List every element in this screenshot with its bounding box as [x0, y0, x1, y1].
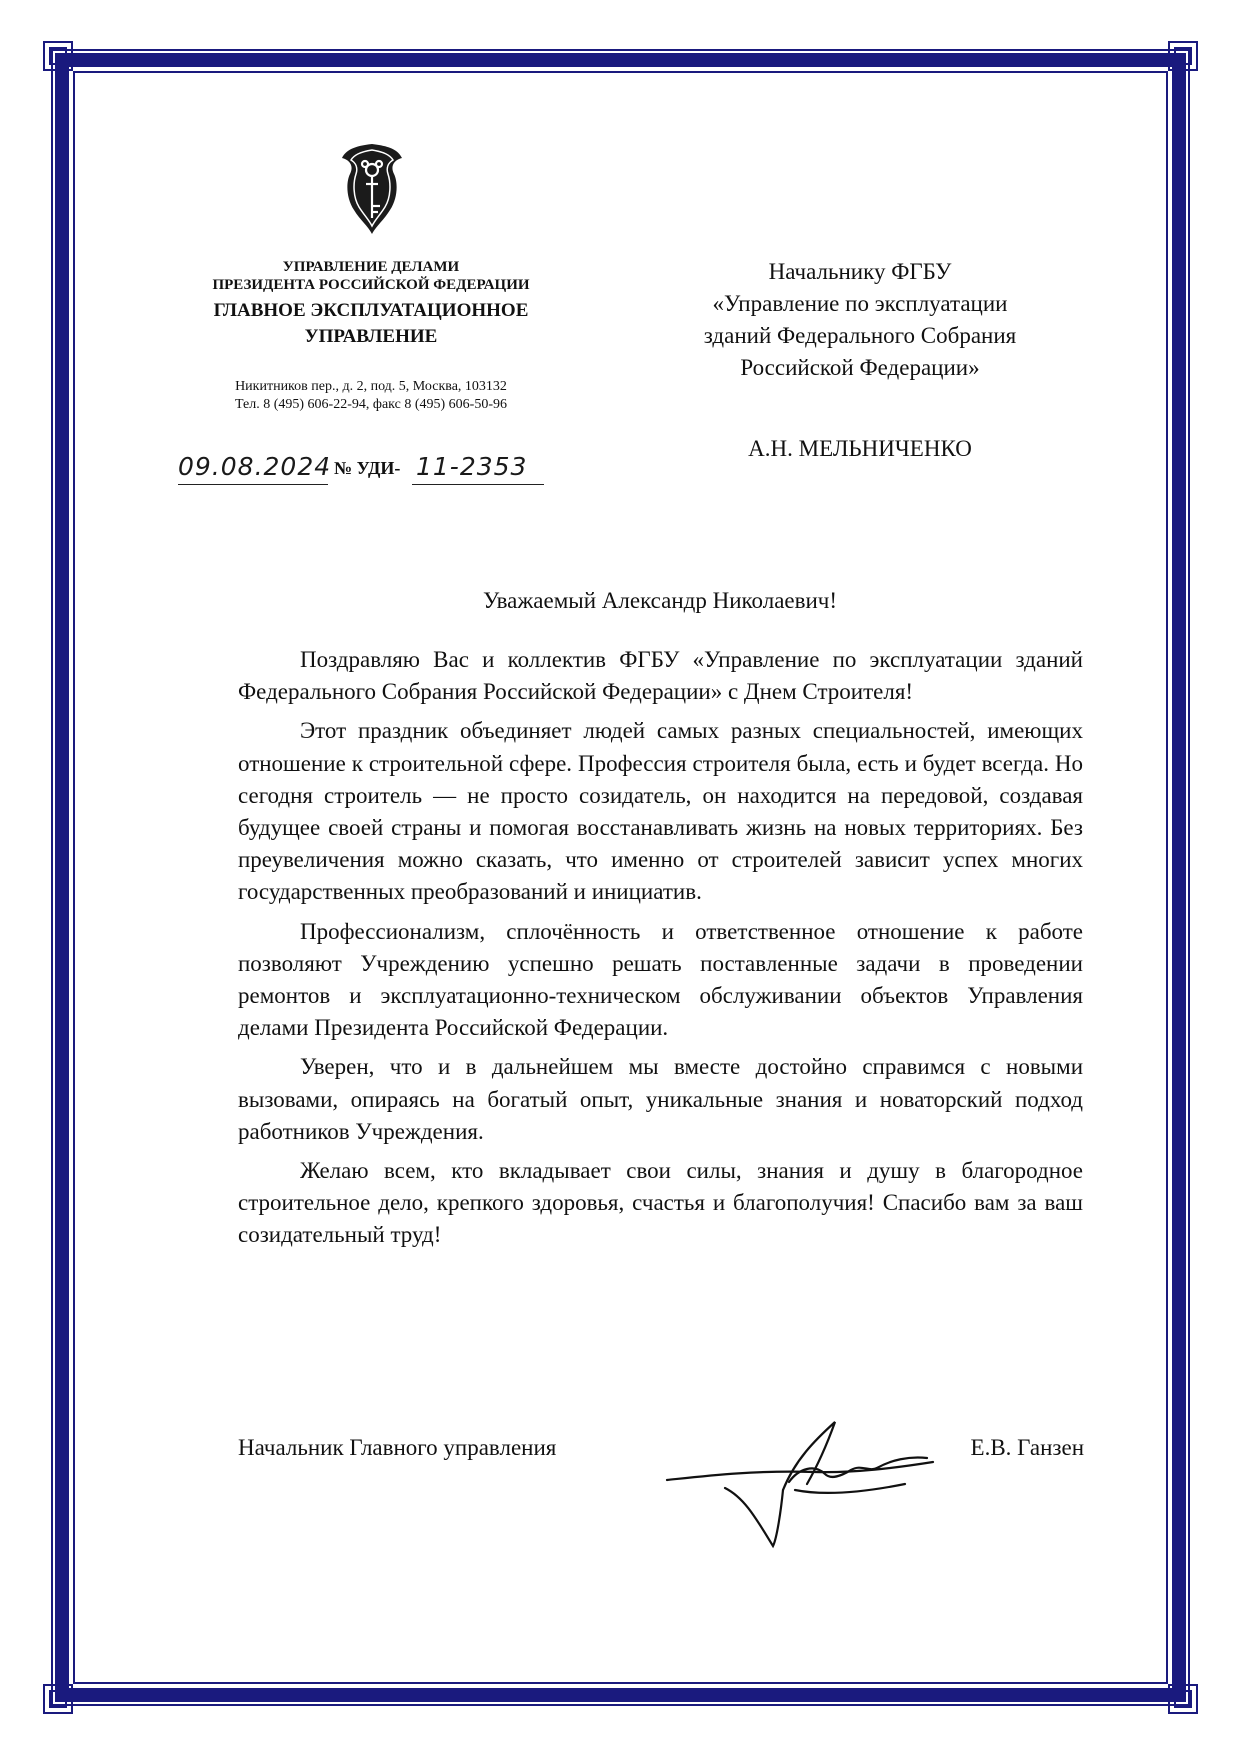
recipient-block	[640, 256, 1080, 384]
key-shield-emblem-icon	[320, 140, 424, 245]
sender-letterhead	[148, 258, 594, 414]
number-underline	[412, 484, 544, 485]
paragraph: Уверен, что и в дальнейшем мы вместе достойно справимся с новыми вызовами, опираясь на богатый опыт, уникальные знания и новаторский подход работников Учреждения.	[238, 1054, 1083, 1144]
department-name-line-1: ГЛАВНОЕ ЭКСПЛУАТАЦИОННОЕ	[213, 300, 529, 321]
recipient-name: А.Н. МЕЛЬНИЧЕНКО	[748, 436, 972, 461]
signatory-position: Начальник Главного управления	[238, 1435, 557, 1460]
paragraph: Желаю всем, кто вкладывает свои силы, знания и душу в благородное строительное дело, крепкого здоровья, счастья и благополучия! Спасибо вам за ваш созидательный труд!	[238, 1158, 1083, 1248]
recipient-line-3: зданий Федерального Собрания	[703, 323, 1017, 348]
handwritten-signature	[665, 1410, 945, 1565]
paragraph: Поздравляю Вас и коллектив ФГБУ «Управление по эксплуатации зданий Федерального Собрания Российской Федерации» с Днем Строителя!	[238, 647, 1083, 705]
recipient-line-2: «Управление по эксплуатации	[712, 291, 1008, 316]
sender-phone: Тел. 8 (495) 606-22-94, факс 8 (495) 606-50-96	[235, 397, 507, 412]
department-name-line-2: УПРАВЛЕНИЕ	[304, 326, 438, 347]
date-underline	[178, 484, 328, 485]
registration-number: 11-2353	[416, 452, 528, 481]
org-name-line-2: ПРЕЗИДЕНТА РОССИЙСКОЙ ФЕДЕРАЦИИ	[212, 277, 530, 293]
letter-body	[238, 644, 1083, 1259]
registration-date: 09.08.2024	[178, 452, 332, 481]
recipient-line-4: Российской Федерации»	[740, 355, 980, 380]
recipient-line-1: Начальнику ФГБУ	[768, 259, 952, 284]
org-name-line-1: УПРАВЛЕНИЕ ДЕЛАМИ	[282, 259, 460, 275]
sender-address: Никитников пер., д. 2, под. 5, Москва, 103132	[235, 379, 507, 394]
signatory-name: Е.В. Ганзен	[970, 1435, 1084, 1460]
paragraph: Этот праздник объединяет людей самых разных специальностей, имеющих отношение к строительной сфере. Профессия строителя была, есть и будет всегда. Но сегодня строитель — не просто созидатель, он находится на передовой, создавая будущее своей страны и помогая восстанавливать жизнь на новых территориях. Без преувеличения можно сказать, что именно от строителей зависит успех многих государственных преобразований и инициатив.	[238, 718, 1083, 905]
registration-number-label: № УДИ-	[334, 458, 401, 478]
registration-line	[178, 452, 548, 488]
salutation: Уважаемый Александр Николаевич!	[482, 588, 838, 613]
paragraph: Профессионализм, сплочённость и ответственное отношение к работе позволяют Учреждению успешно решать поставленные задачи в проведении ремонтов и эксплуатационно-техническом обслуживании объектов Управления делами Президента Российской Федерации.	[238, 918, 1083, 1041]
